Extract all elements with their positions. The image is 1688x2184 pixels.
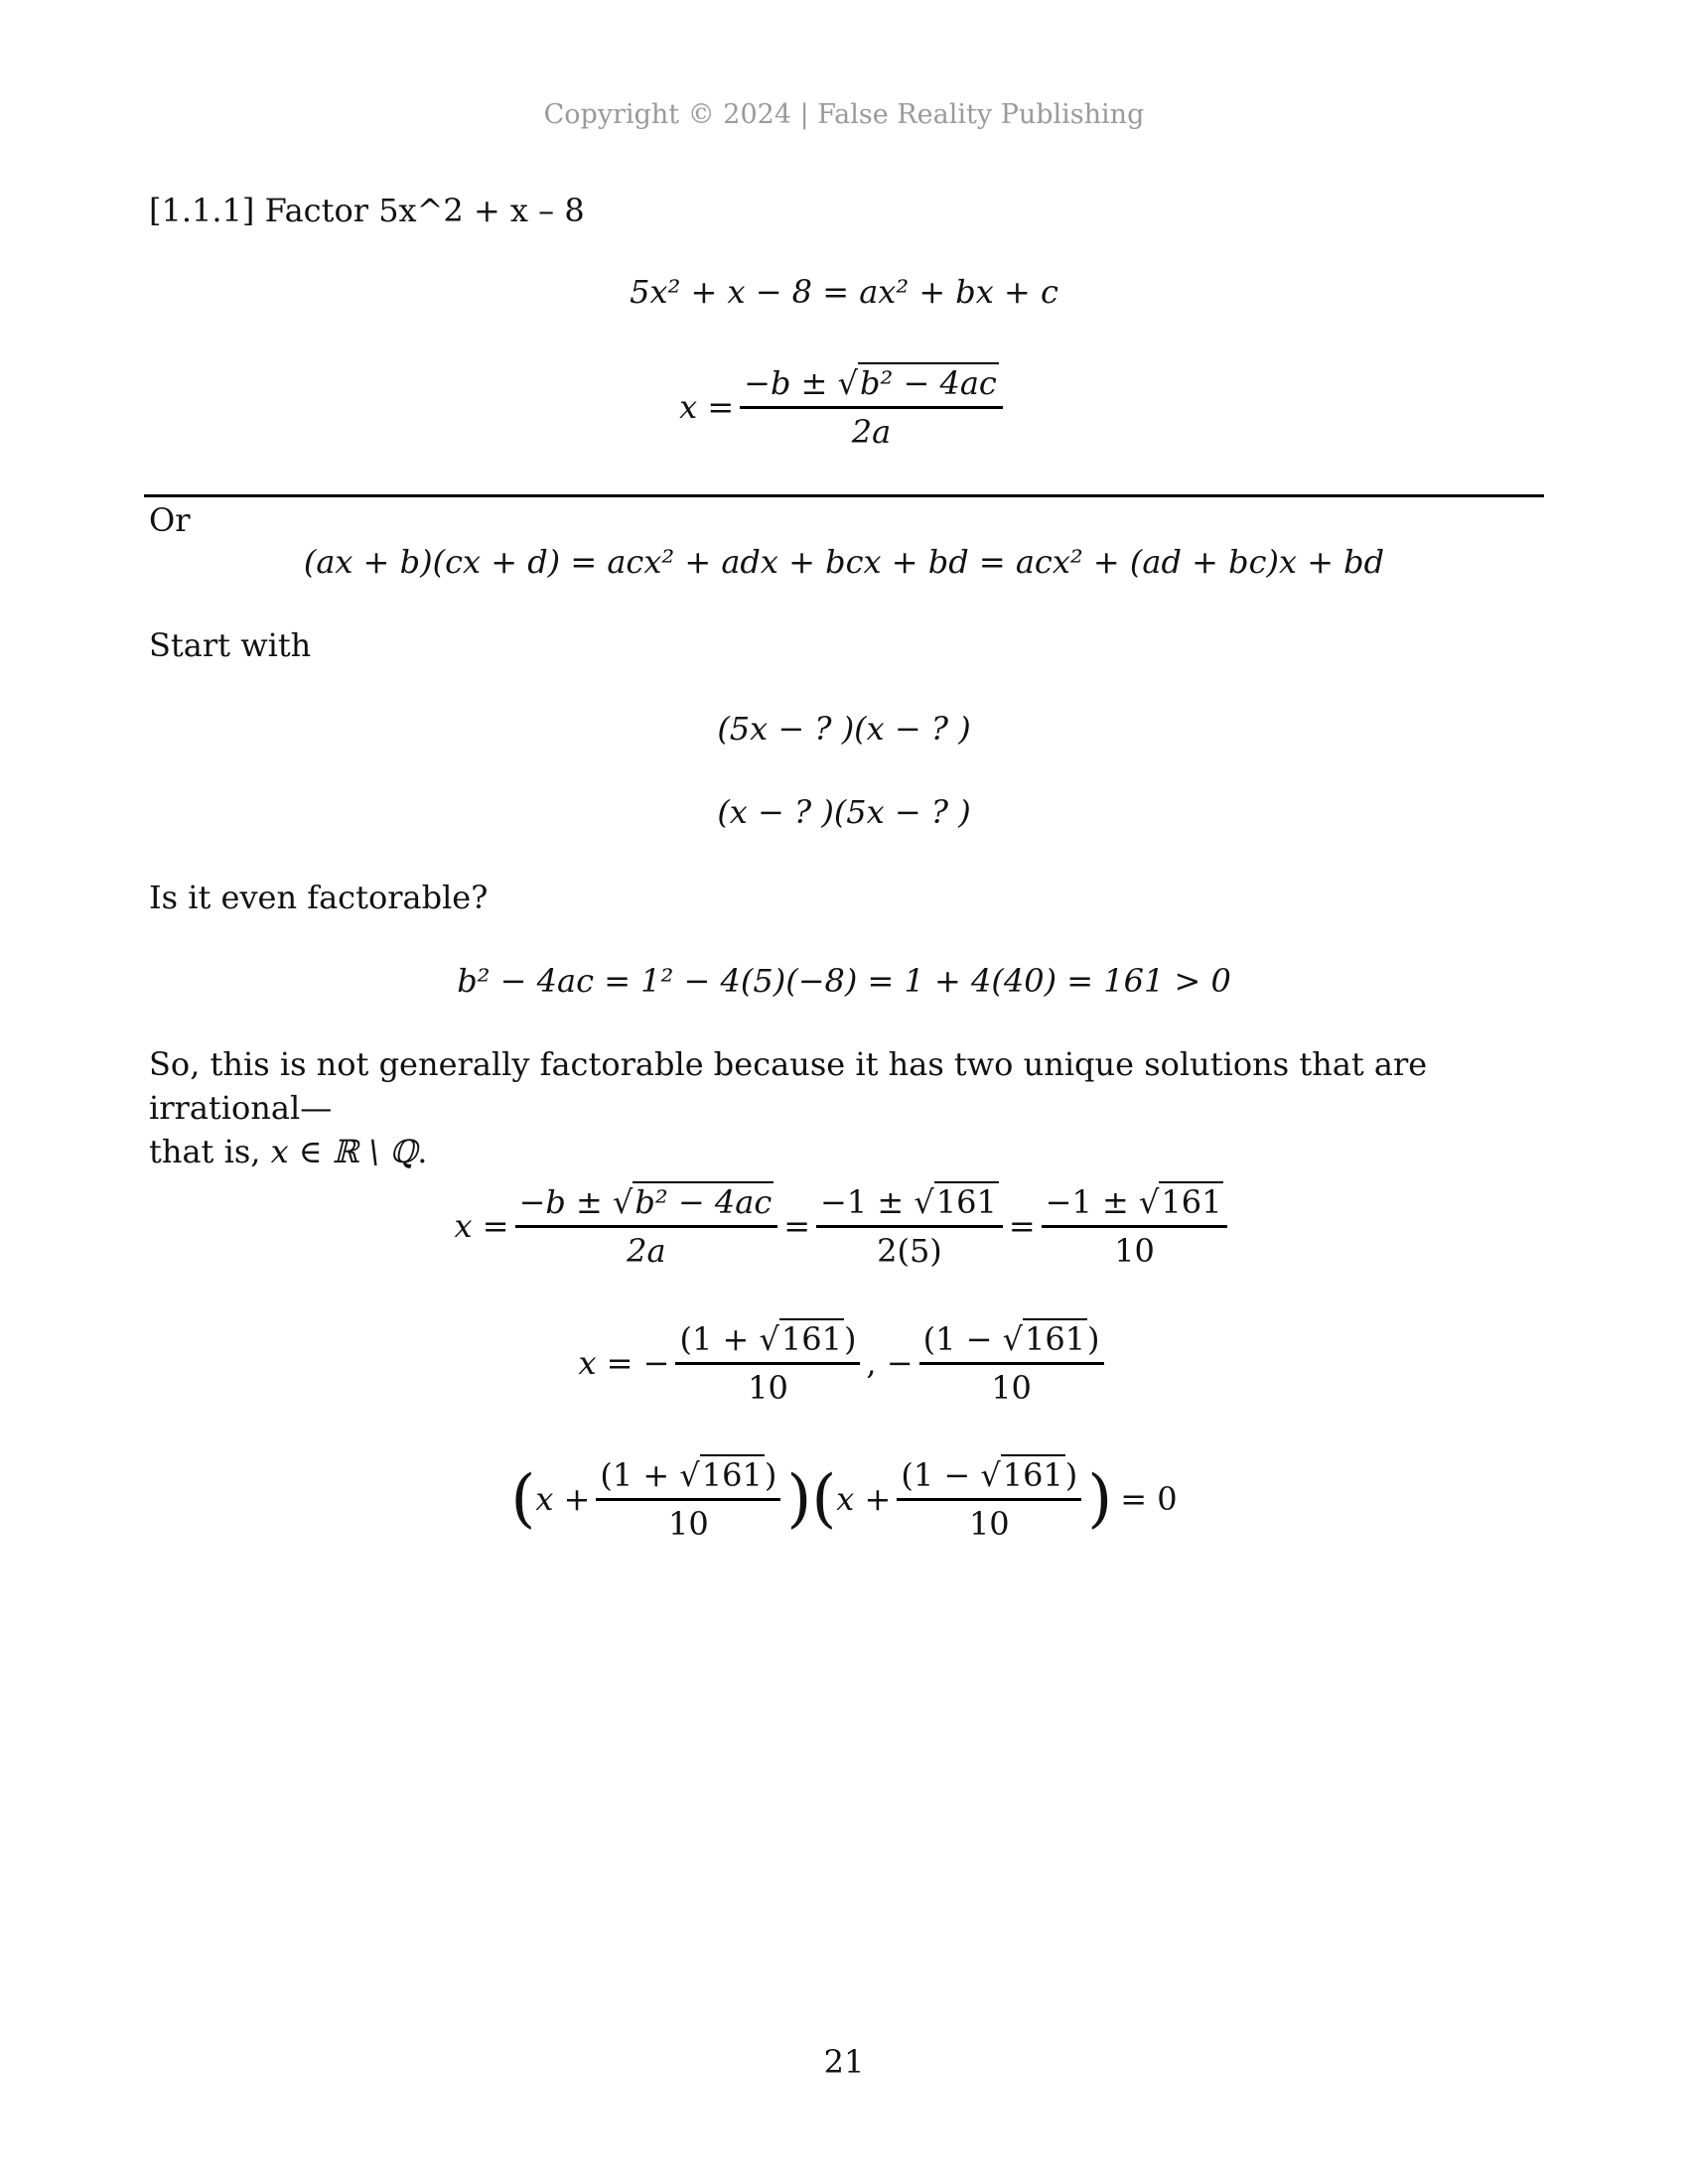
expansion-equation [0,540,1688,584]
right-paren: ) [1087,1462,1113,1536]
factored-fraction-1: $\frac{(1 + √161)}{10}$ [596,1456,780,1543]
left-paren: ( [510,1462,536,1536]
sqrt-icon: √161 [679,1455,763,1494]
start-option-1-text: (5x − ? )(x − ? ) [717,710,971,748]
sqrt-icon: √161 [759,1319,842,1358]
conclusion-line-2: that is, x ∈ ℝ \ ℚ. [149,1133,428,1170]
conclusion-line-1: So, this is not generally factorable because it has two unique solutions that are irrational— [149,1045,1428,1127]
factorable-question: Is it even factorable? [149,879,489,916]
solution-fraction-1: $\frac{\text{−b ± √b² − 4ac}}{2a}$ [515,1183,778,1270]
sqrt-icon: √b² − 4ac [837,363,997,402]
factored-fraction-2: $\frac{(1 - √161)}{10}$ [897,1456,1081,1543]
right-paren: ) [786,1462,812,1536]
solution-lhs: x = [454,1207,509,1245]
start-option-2 [0,790,1688,834]
divider-line [144,494,1544,497]
quadratic-denominator: 2a [851,412,892,451]
sqrt-icon: √161 [1138,1182,1222,1221]
sqrt-icon: √161 [914,1182,997,1221]
conclusion-paragraph [149,1042,1549,1173]
solution-formula [0,1171,1688,1281]
sqrt-icon: √161 [1002,1319,1086,1358]
start-option-2-text: (x − ? )(5x − ? ) [717,793,971,831]
root-1-fraction: $\frac{(1 + √161)}{10}$ [675,1320,860,1407]
quadratic-fraction [740,364,1003,451]
discriminant-text: b² − 4ac = 1² − 4(5)(−8) = 1 + 4(40) = 161 > 0 [457,962,1231,1000]
factored-form [0,1439,1688,1559]
sqrt-icon: √b² − 4ac [613,1182,773,1221]
factored-x-1: x + [535,1480,591,1518]
solution-fraction-3: $\frac{-1 \pm √161}{10}$ [1042,1183,1228,1270]
problem-title: [1.1.1] Factor 5x^2 + x – 8 [149,192,585,229]
start-with-label: Start with [149,626,312,664]
roots-separator: , − [866,1344,914,1382]
start-option-1 [0,707,1688,751]
solution-fraction-2: $\frac{-1 \pm √161}{2(5)}$ [816,1183,1003,1270]
root-2-fraction: $\frac{(1 - √161)}{10}$ [919,1320,1104,1407]
expansion-text: (ax + b)(cx + d) = acx² + adx + bcx + bd = acx² + (ad + bc)x + bd [303,543,1385,581]
equals-sign: = [1008,1207,1036,1245]
or-label: Or [149,501,191,539]
roots-equation [0,1308,1688,1418]
quadratic-formula [0,357,1688,457]
general-form-text: 5x² + x − 8 = ax² + bx + c [630,273,1058,311]
factored-x-2: x + [836,1480,892,1518]
left-paren: ( [811,1462,837,1536]
equals-sign: = [783,1207,811,1245]
discriminant-equation [0,959,1688,1003]
general-form-equation [0,270,1688,314]
set-notation: x ∈ ℝ \ ℚ [270,1133,418,1170]
roots-lhs: x = − [578,1344,670,1382]
quadratic-numerator: −b ± √b² − 4ac [740,364,1003,409]
copyright-header: Copyright © 2024 | False Reality Publishing [543,99,1145,130]
sqrt-icon: √161 [980,1455,1063,1494]
factored-rhs: = 0 [1120,1480,1178,1518]
quadratic-lhs: x = [679,388,735,426]
page-number: 21 [823,2043,865,2081]
